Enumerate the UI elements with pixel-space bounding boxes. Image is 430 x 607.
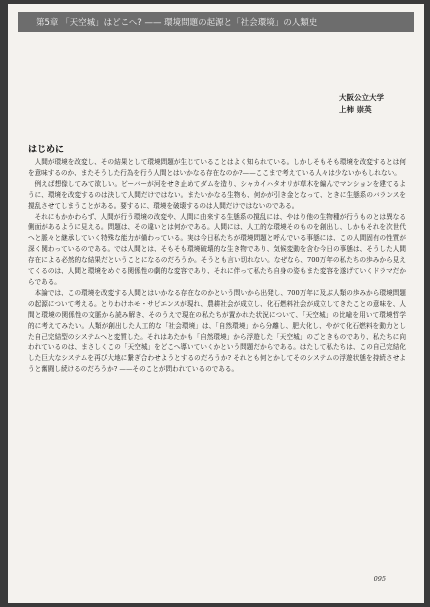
body-text (28, 157, 406, 375)
paragraph: それにもかかわらず、人間が行う環境の改変や、人間に由来する生態系の撹乱には、やはり他の生物種が行うものとは異なる側面があるように見える。問題は、その違いとは何かである。人間には、人工的な環境そのものを創出し、しかもそれを次世代へと脈々と継承していく特殊な能力が備わっている。実は今日私たちが環境問題と呼んでいる事態には、この人間固有の性質が深く関わっているのである。では人間とは、そもそも環境破壊的な生き物であり、気候変動を含む今日の事態は、そうした人間存在による必然的な結果だということになるのだろうか。そうとも言い切れない。なぜなら、700万年の私たちの歩みから見えてくるのは、人間と環境をめぐる関係性の劇的な変容であり、それに伴って私たち自身の姿もまた変容を遂げていくドラマだからである。 (28, 212, 406, 286)
book-page (8, 4, 424, 603)
paragraph: 例えば想像してみて欲しい。ビーバーが河をせき止めてダムを造り、シャカイハタオリが草木を編んでマンションを建てるように、環境を改変するのは決して人間だけではない。またいかなる生物も、何かが引き金となって、ときに生態系のバランスを撹乱させてしまうことがある。要するに、環境を破壊するのは人間だけではないのである。 (28, 179, 406, 210)
author-block (339, 92, 384, 116)
section-heading: はじめに (28, 145, 65, 155)
chapter-title: 第5章 「天空城」はどこへ? —— 環境問題の起源と「社会環境」の人類史 (36, 18, 318, 28)
author-name: 上柿 崇英 (339, 105, 372, 114)
page-number: 095 (373, 575, 386, 583)
chapter-header-bar (18, 12, 414, 32)
paragraph: 本論では、この環境を改変する人間とはいかなる存在なのかという問いから出発し、700万年に及ぶ人類の歩みから環境問題の起源について考える。とりわけホモ・サピエンスが現れ、農耕社会が成立し、化石燃料社会が成立してきたことの意味を、人間と環境の関係性の文脈から読み解き、そのうえで現在の私たちが置かれた状況について、「天空城」の比喩を用いて環境哲学的に考えてみたい。人類が創出した人工的な「社会環境」は、「自然環境」から分離し、肥大化し、やがて化石燃料を動力とした自己完結型のシステムへと変質した。それはあたかも「自然環境」から浮遊した「天空城」のごときものであり、私たちに向われているのは、まさしくこの「天空城」をどこへ導いていくかという問題だからである。はたして私たちは、この自己完結化した巨大なシステムを再び大地に繋ぎ合わせようとするのだろうか? それとも何とかしてそのシステムの浮遊状態を持続させようと奮闘し続けるのだろうか? ——そのことが問われているのである。 (28, 288, 406, 374)
bleed-through-text (68, 36, 398, 44)
author-affiliation: 大阪公立大学 (339, 93, 384, 102)
paragraph: 人間が環境を改変し、その結果として環境問題が生じていることはよく知られている。しかしそもそも環境を改変するとは何を意味するのか、またそうした行為を行う人間とはいかなる存在なのか?——ここまで考えている人々は少ないかもしれない。 (28, 158, 406, 177)
